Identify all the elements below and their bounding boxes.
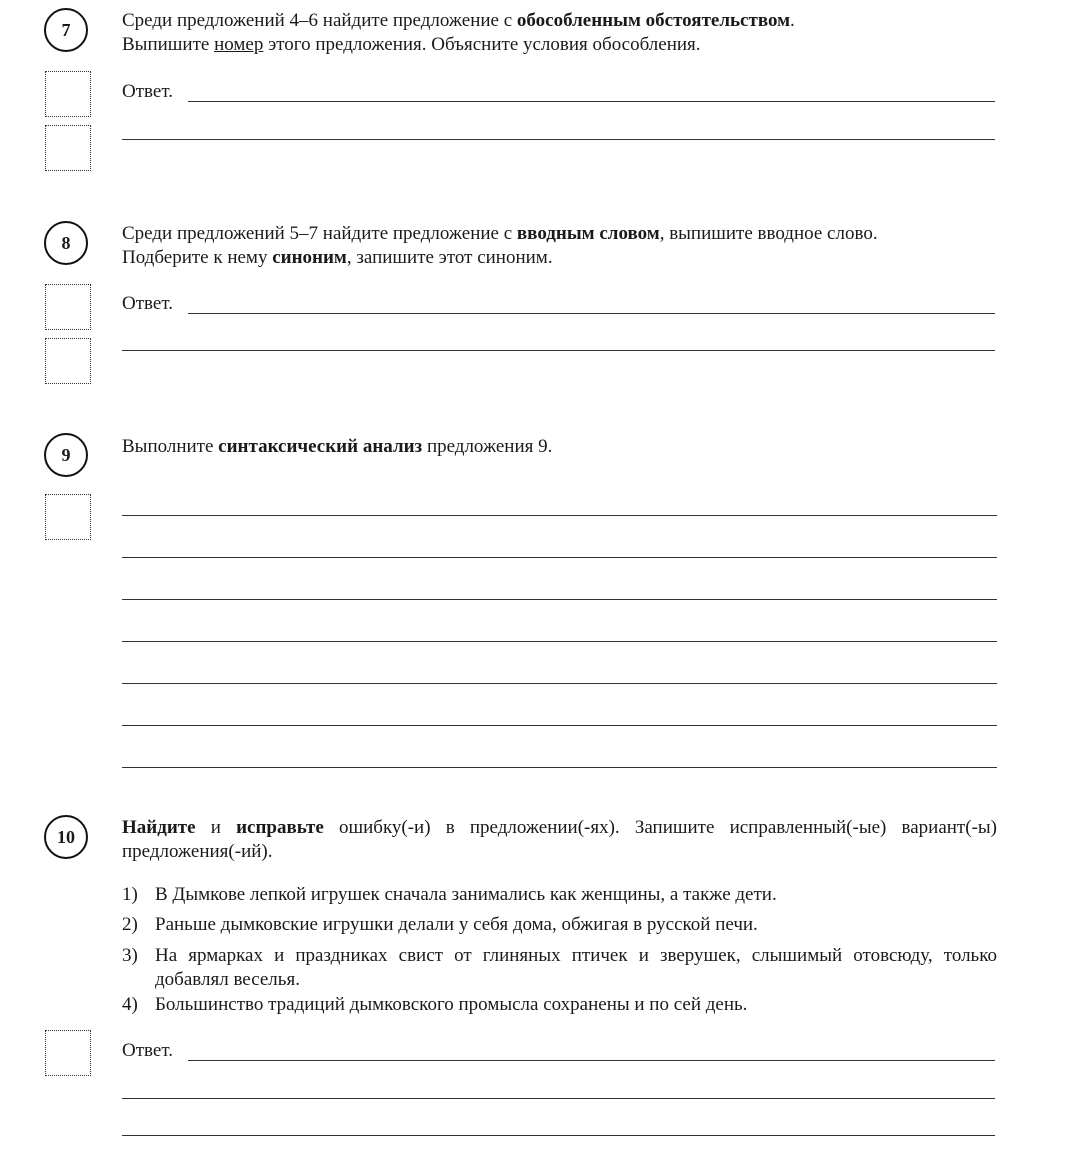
task-10-text-1: и — [195, 817, 237, 838]
task-10-option-2-text: Раньше дымковские игрушки делали у себя дома, обжигая в русской печи. — [155, 914, 758, 935]
task-8-score-box-1[interactable] — [45, 284, 91, 330]
task-9-prompt — [122, 435, 997, 459]
task-10-answer-line-2[interactable] — [122, 1098, 995, 1099]
task-10-option-1-text: В Дымкове лепкой игрушек сначала занимались как женщины, а также дети. — [155, 884, 777, 905]
task-10-bold-2: исправьте — [236, 817, 324, 838]
task-7-text-1: Среди предложений 4–6 найдите предложение с — [122, 10, 517, 31]
task-7-answer-line-2[interactable] — [122, 139, 995, 140]
task-7-number-text: 7 — [61, 19, 71, 40]
task-10-option-1-number: 1) — [122, 884, 138, 905]
task-7-answer-line[interactable] — [188, 101, 995, 102]
task-9-text-1: Выполните — [122, 436, 219, 457]
task-8-answer-label: Ответ. — [122, 293, 173, 314]
task-9-score-box[interactable] — [45, 494, 91, 540]
task-9-writing-line-6[interactable] — [122, 725, 997, 726]
task-9-writing-line-5[interactable] — [122, 683, 997, 684]
task-8-answer-line-2[interactable] — [122, 350, 995, 351]
task-10-bold-1: Найдите — [122, 817, 196, 838]
task-8-score-box-2[interactable] — [45, 338, 91, 384]
task-10-prompt — [122, 816, 997, 864]
task-7-text-3: Выпишите — [122, 34, 215, 55]
task-7-score-box-2[interactable] — [45, 125, 91, 171]
task-10-text-2: ошибку(-и) в предложении(-ях). Запишите исправленный(-ые) вариант(-ы) предложения(-ий). — [122, 817, 997, 862]
task-10-answer-label: Ответ. — [122, 1040, 173, 1061]
task-10-option-3-number: 3) — [122, 945, 138, 966]
task-10-option-3-text: На ярмарках и праздниках свист от глиняных птичек и зверушек, слышимый отовсюду, только добавлял веселья. — [155, 945, 997, 990]
task-8-number-text: 8 — [61, 232, 71, 253]
task-9-writing-line-2[interactable] — [122, 557, 997, 558]
task-8-bold-2: синоним — [272, 247, 347, 268]
task-7-text-4: этого предложения. Объясните условия обособления. — [263, 34, 701, 55]
task-8-text-1: Среди предложений 5–7 найдите предложение с — [122, 223, 517, 244]
task-9-number — [44, 433, 88, 477]
task-7-underlined: номер — [214, 34, 264, 55]
task-10-option-4-number: 4) — [122, 994, 138, 1015]
task-9-text-2: предложения 9. — [422, 436, 553, 457]
task-10-number — [44, 815, 88, 859]
task-9-writing-line-1[interactable] — [122, 515, 997, 516]
task-9-writing-line-4[interactable] — [122, 641, 997, 642]
task-7-bold-1: обособленным обстоятельством — [516, 10, 791, 31]
task-8-text-2: , выпишите вводное слово. — [659, 223, 878, 244]
task-7-prompt — [122, 9, 997, 57]
task-7-number — [44, 8, 88, 52]
task-7-answer-label: Ответ. — [122, 81, 173, 102]
task-9-writing-line-7[interactable] — [122, 767, 997, 768]
task-10-option-4-text: Большинство традиций дымковского промысла сохранены и по сей день. — [155, 994, 748, 1015]
task-9-number-text: 9 — [61, 444, 71, 465]
task-7-text-2: . — [790, 10, 795, 31]
task-8-prompt — [122, 222, 997, 270]
task-9-bold: синтаксический анализ — [218, 436, 423, 457]
task-9-writing-line-3[interactable] — [122, 599, 997, 600]
task-8-answer-line[interactable] — [188, 313, 995, 314]
task-10-answer-line-3[interactable] — [122, 1135, 995, 1136]
task-8-text-4: , запишите этот синоним. — [346, 247, 553, 268]
task-10-answer-line[interactable] — [188, 1060, 995, 1061]
task-8-bold-1: вводным словом — [516, 223, 660, 244]
task-10-score-box[interactable] — [45, 1030, 91, 1076]
task-8-text-3: Подберите к нему — [122, 247, 273, 268]
task-10-number-text: 10 — [57, 826, 75, 847]
task-7-score-box-1[interactable] — [45, 71, 91, 117]
task-8-number — [44, 221, 88, 265]
task-10-option-2-number: 2) — [122, 914, 138, 935]
